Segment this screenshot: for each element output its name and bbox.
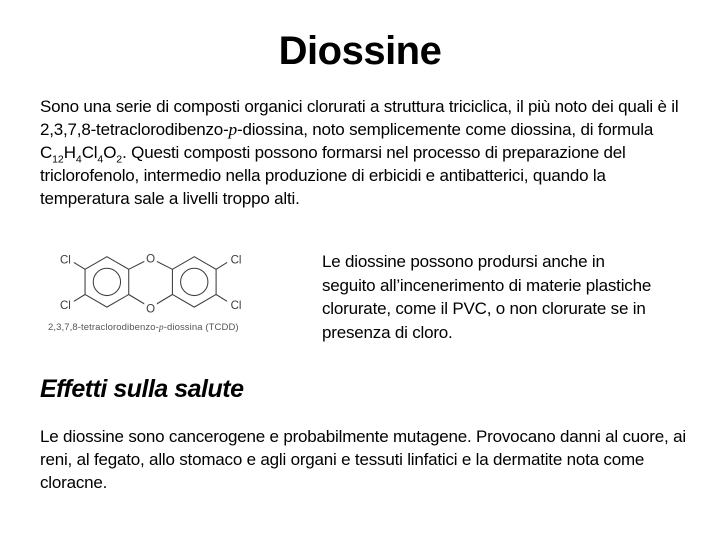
- right-benzene-ring: [172, 257, 216, 307]
- oxygen-top-label: O: [146, 253, 156, 266]
- dioxin-structure-diagram: [46, 242, 256, 326]
- left-aromatic-circle: [93, 268, 120, 295]
- structure-caption: 2,3,7,8-tetraclorodibenzo-p-diossina (TCDD): [48, 322, 239, 333]
- bond-cl-bottom-right: [216, 295, 227, 302]
- chlorine-bottom-right-label: Cl: [230, 300, 242, 313]
- bond-cl-top-left: [74, 262, 85, 269]
- chlorine-bottom-left-label: Cl: [59, 300, 71, 313]
- side-note-paragraph: Le diossine possono prodursi anche in seguito all’incenerimento di materie plastiche clorurate, come il PVC, o non clorurate se in presenza di cloro.: [322, 252, 652, 342]
- tcdd-structure-figure: [46, 242, 261, 333]
- bond-cl-bottom-left: [74, 295, 85, 302]
- slide-title: Diossine: [278, 29, 442, 73]
- chlorine-top-right-label: Cl: [230, 254, 242, 267]
- oxygen-bottom-label: O: [146, 303, 156, 316]
- intro-paragraph: Sono una serie di composti organici clorurati a struttura triciclica, il più noto dei quali è il 2,3,7,8-tetraclorodibenzo-p-diossina, noto semplicemente come diossina, di formula $C_{12}H_4Cl_4O_2$. Questi composti possono formarsi nel processo di preparazione del triclorofenolo, intermedio nella produzione di erbicidi e antibatterici, quando la temperatura sale a livelli troppo alti.: [40, 97, 679, 208]
- left-benzene-ring: [85, 257, 129, 307]
- right-aromatic-circle: [181, 268, 208, 295]
- health-effects-paragraph: Le diossine sono cancerogene e probabilmente mutagene. Provocano danni al cuore, ai reni, al fegato, allo stomaco e agli organi e tessuti linfatici e la dermatite nota come cloracne.: [40, 427, 686, 492]
- health-effects-heading: Effetti sulla salute: [40, 375, 244, 403]
- bond-cl-top-right: [216, 262, 227, 269]
- chlorine-top-left-label: Cl: [59, 254, 71, 267]
